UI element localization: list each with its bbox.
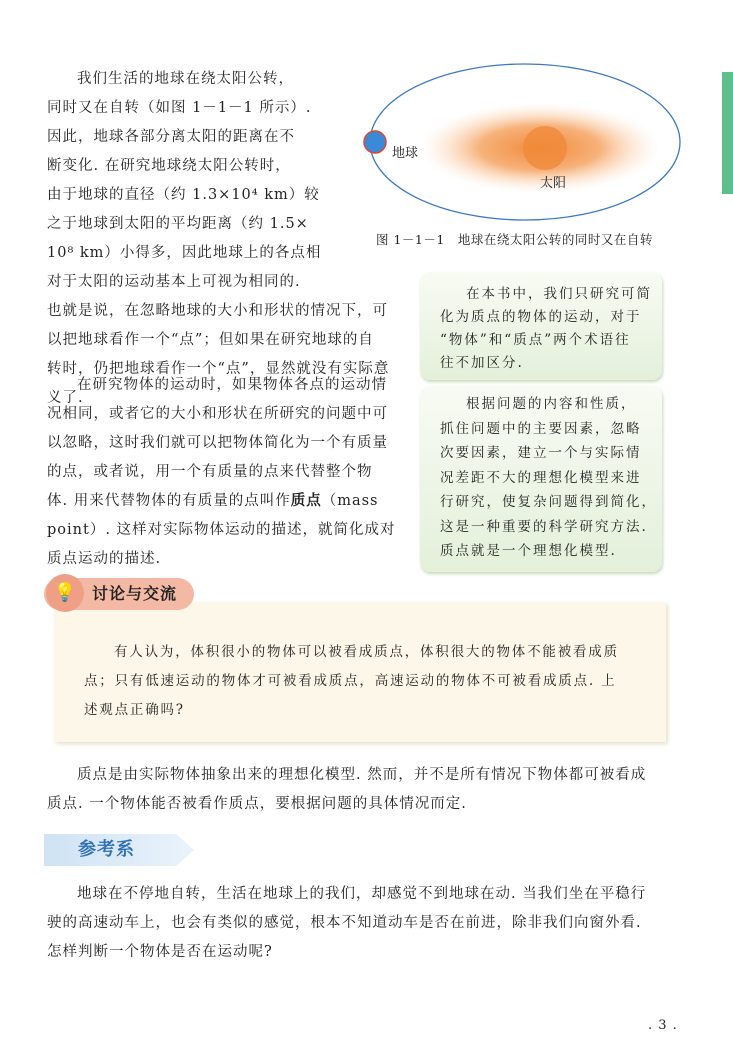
text-line: 述观点正确吗? bbox=[84, 702, 185, 718]
figure-caption: 图 1－1－1 地球在绕太阳公转的同时又在自转 bbox=[376, 232, 653, 247]
text-line: 因此，地球各部分离太阳的距离在不 bbox=[47, 129, 295, 145]
text-line: 也就是说，在忽略地球的大小和形状的情况下，可 bbox=[47, 303, 388, 319]
text-line: 往不加区分. bbox=[440, 355, 524, 371]
text-line: 在本书中，我们只研究可简 bbox=[466, 286, 652, 302]
text-line: 这是一种重要的科学研究方法. bbox=[440, 518, 648, 535]
text-line: “物体”和“质点”两个术语往 bbox=[440, 332, 631, 348]
text-line: 之于地球到太阳的平均距离（约 1.5× bbox=[47, 216, 309, 232]
text-line: 由于地球的直径（约 1.3×10⁴ km）较 bbox=[47, 187, 320, 203]
text-line: 况相同，或者它的大小和形状在所研究的问题中可 bbox=[47, 406, 388, 422]
text-line: 以忽略，这时我们就可以把物体简化为一个有质量 bbox=[47, 435, 388, 451]
lightbulb-icon: 💡 bbox=[46, 574, 84, 612]
term-english: （mass bbox=[321, 493, 379, 509]
text-line: 断变化. 在研究地球绕太阳公转时， bbox=[47, 158, 291, 174]
text-line: 以把地球看作一个“点”；但如果在研究地球的自 bbox=[47, 332, 374, 348]
text-line: 质点是由实际物体抽象出来的理想化模型. 然而，并不是所有情况下物体都可被看成 bbox=[77, 767, 647, 783]
text-line: 行研究，使复杂问题得到简化， bbox=[440, 494, 657, 510]
earth-orbit-figure bbox=[350, 60, 690, 230]
text-line: 质点运动的描述. bbox=[47, 551, 162, 567]
text-line: 驶的高速动车上，也会有类似的感觉，根本不知道动车是否在前进，除非我们向窗外看. bbox=[47, 915, 642, 931]
text-line: 有人认为，体积很小的物体可以被看成质点，体积很大的物体不能被看成质 bbox=[114, 644, 619, 660]
text-line: 质点. 一个物体能否被看作质点，要根据问题的具体情况而定. bbox=[47, 796, 467, 812]
discussion-title: 讨论与交流 bbox=[92, 584, 178, 603]
earth-label: 地球 bbox=[392, 146, 419, 161]
text-line: point）. 这样对实际物体运动的描述，就简化成对 bbox=[47, 522, 396, 538]
discussion-box bbox=[54, 602, 666, 742]
text-line: 抓住问题中的主要因素，忽略 bbox=[440, 420, 642, 437]
text-line: 转时，仍把地球看作一个“点”，显然就没有实际意 bbox=[47, 361, 390, 377]
text-line: 化为质点的物体的运动，对于 bbox=[440, 309, 642, 325]
term-mass-point: 质点 bbox=[290, 492, 322, 509]
text-line: 我们生活的地球在绕太阳公转， bbox=[77, 71, 294, 87]
text-line: 对于太阳的运动基本上可视为相同的. bbox=[47, 274, 301, 290]
note-box-terms bbox=[420, 272, 662, 380]
note-box-model bbox=[420, 386, 662, 572]
text-line: 体. 用来代替物体的有质量的点叫作质点（mass bbox=[47, 492, 379, 509]
text-line: 同时又在自转（如图 1－1－1 所示）. bbox=[47, 100, 312, 116]
text-line: 况差距不大的理想化模型来进 bbox=[440, 469, 642, 486]
text-line: 的点，或者说，用一个有质量的点来代替整个物 bbox=[47, 464, 373, 480]
text-line: 点；只有低速运动的物体才可被看成质点，高速运动的物体不可被看成质点. 上 bbox=[84, 673, 617, 689]
text-line: 地球在不停地自转，生活在地球上的我们，却感觉不到地球在动. 当我们坐在平稳行 bbox=[77, 886, 647, 902]
text-line: 质点就是一个理想化模型. bbox=[440, 543, 617, 559]
text-line: 10⁸ km）小得多，因此地球上的各点相 bbox=[47, 245, 322, 261]
text-line: 根据问题的内容和性质， bbox=[466, 396, 637, 412]
text-line: 义了. bbox=[47, 390, 84, 406]
sun-label: 太阳 bbox=[540, 176, 567, 191]
text-line: 次要因素，建立一个与实际情 bbox=[440, 445, 642, 461]
page-number: . 3 . bbox=[648, 1018, 678, 1033]
chapter-side-tab[interactable] bbox=[722, 72, 733, 194]
text-line: 在研究物体的运动时，如果物体各点的运动情 bbox=[77, 377, 387, 393]
section-title: 参考系 bbox=[78, 839, 135, 860]
text-line: 怎样判断一个物体是否在运动呢? bbox=[47, 944, 273, 960]
sun bbox=[523, 126, 567, 170]
earth-icon bbox=[364, 131, 386, 153]
